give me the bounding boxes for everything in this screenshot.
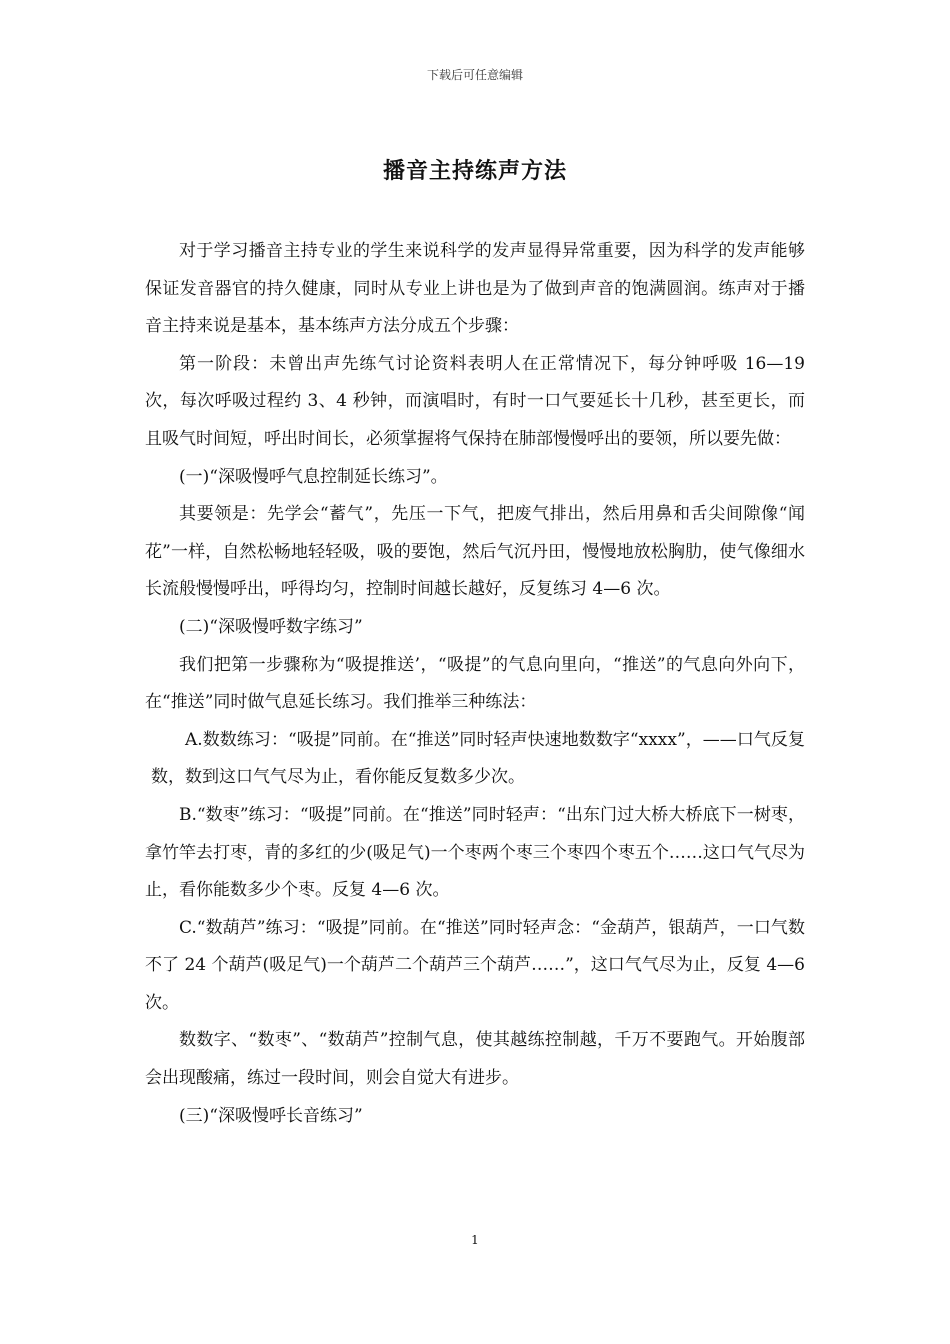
paragraph-section-3-heading: (三)“深吸慢呼长音练习” — [179, 1105, 363, 1126]
paragraph-section-2-body: 我们把第一步骤称为“吸提推送’，“吸提”的气息向里向，“推送”的气息向外向下，在“推送”同时做气息延长练习。我们推举三种练法： — [145, 654, 805, 713]
paragraph-section-1-heading: (一)“深吸慢呼气息控制延长练习”。 — [179, 466, 448, 487]
page-number: 1 — [471, 1233, 479, 1247]
document-title: 播音主持练声方法 — [382, 158, 567, 184]
paragraph-exercise-b: B.“数枣”练习：“吸提”同前。在“推送”同时轻声：“出东门过大桥大桥底下一树枣，拿竹竿去打枣，青的多红的少(吸足气)一个枣两个枣三个枣四个枣五个……这口气气尽为止，看你能数多少个枣。反复 4—6 次。 — [145, 804, 805, 901]
paragraph-summary: 数数字、“数枣”、“数葫芦”控制气息，使其越练控制越，千万不要跑气。开始腹部会出现酸痛，练过一段时间，则会自觉大有进步。 — [145, 1030, 805, 1089]
paragraph-exercise-a: A.数数练习：“吸提”同前。在“推送”同时轻声快速地数数字“xxxx”，——口气反复数，数到这口气气尽为止，看你能反复数多少次。 — [151, 729, 805, 788]
paragraph-exercise-c: C.“数葫芦”练习：“吸提”同前。在“推送”同时轻声念：“金葫芦，银葫芦，一口气数不了 24 个葫芦(吸足气)一个葫芦二个葫芦三个葫芦……”，这口气气尽为止，反复 4—6 次。 — [145, 917, 805, 1013]
paragraph-section-1-body: 其要领是：先学会“蓄气”，先压一下气，把废气排出，然后用鼻和舌尖间隙像“闻花”一样，自然松畅地轻轻吸，吸的要饱，然后气沉丹田，慢慢地放松胸肋，使气像细水长流般慢慢呼出，呼得均匀，控制时间越长越好，反复练习 4—6 次。 — [145, 504, 805, 600]
paragraph-section-2-heading: (二)“深吸慢呼数字练习” — [179, 616, 363, 637]
header-note: 下载后可任意编辑 — [426, 68, 523, 82]
paragraph-stage-one: 第一阶段：未曾出声先练气讨论资料表明人在正常情况下，每分钟呼吸 16—19 次，每次呼吸过程约 3、4 秒钟，而演唱时，有时一口气要延长十几秒，甚至更长，而且吸气时间短，呼出时间长，必须掌握将气保持在肺部慢慢呼出的要领，所以要先做： — [145, 353, 805, 449]
paragraph-intro: 对于学习播音主持专业的学生来说科学的发声显得异常重要，因为科学的发声能够保证发音器官的持久健康，同时从专业上讲也是为了做到声音的饱满圆润。练声对于播音主持来说是基本，基本练声方法分成五个步骤： — [145, 241, 805, 337]
document-body — [145, 233, 805, 1135]
